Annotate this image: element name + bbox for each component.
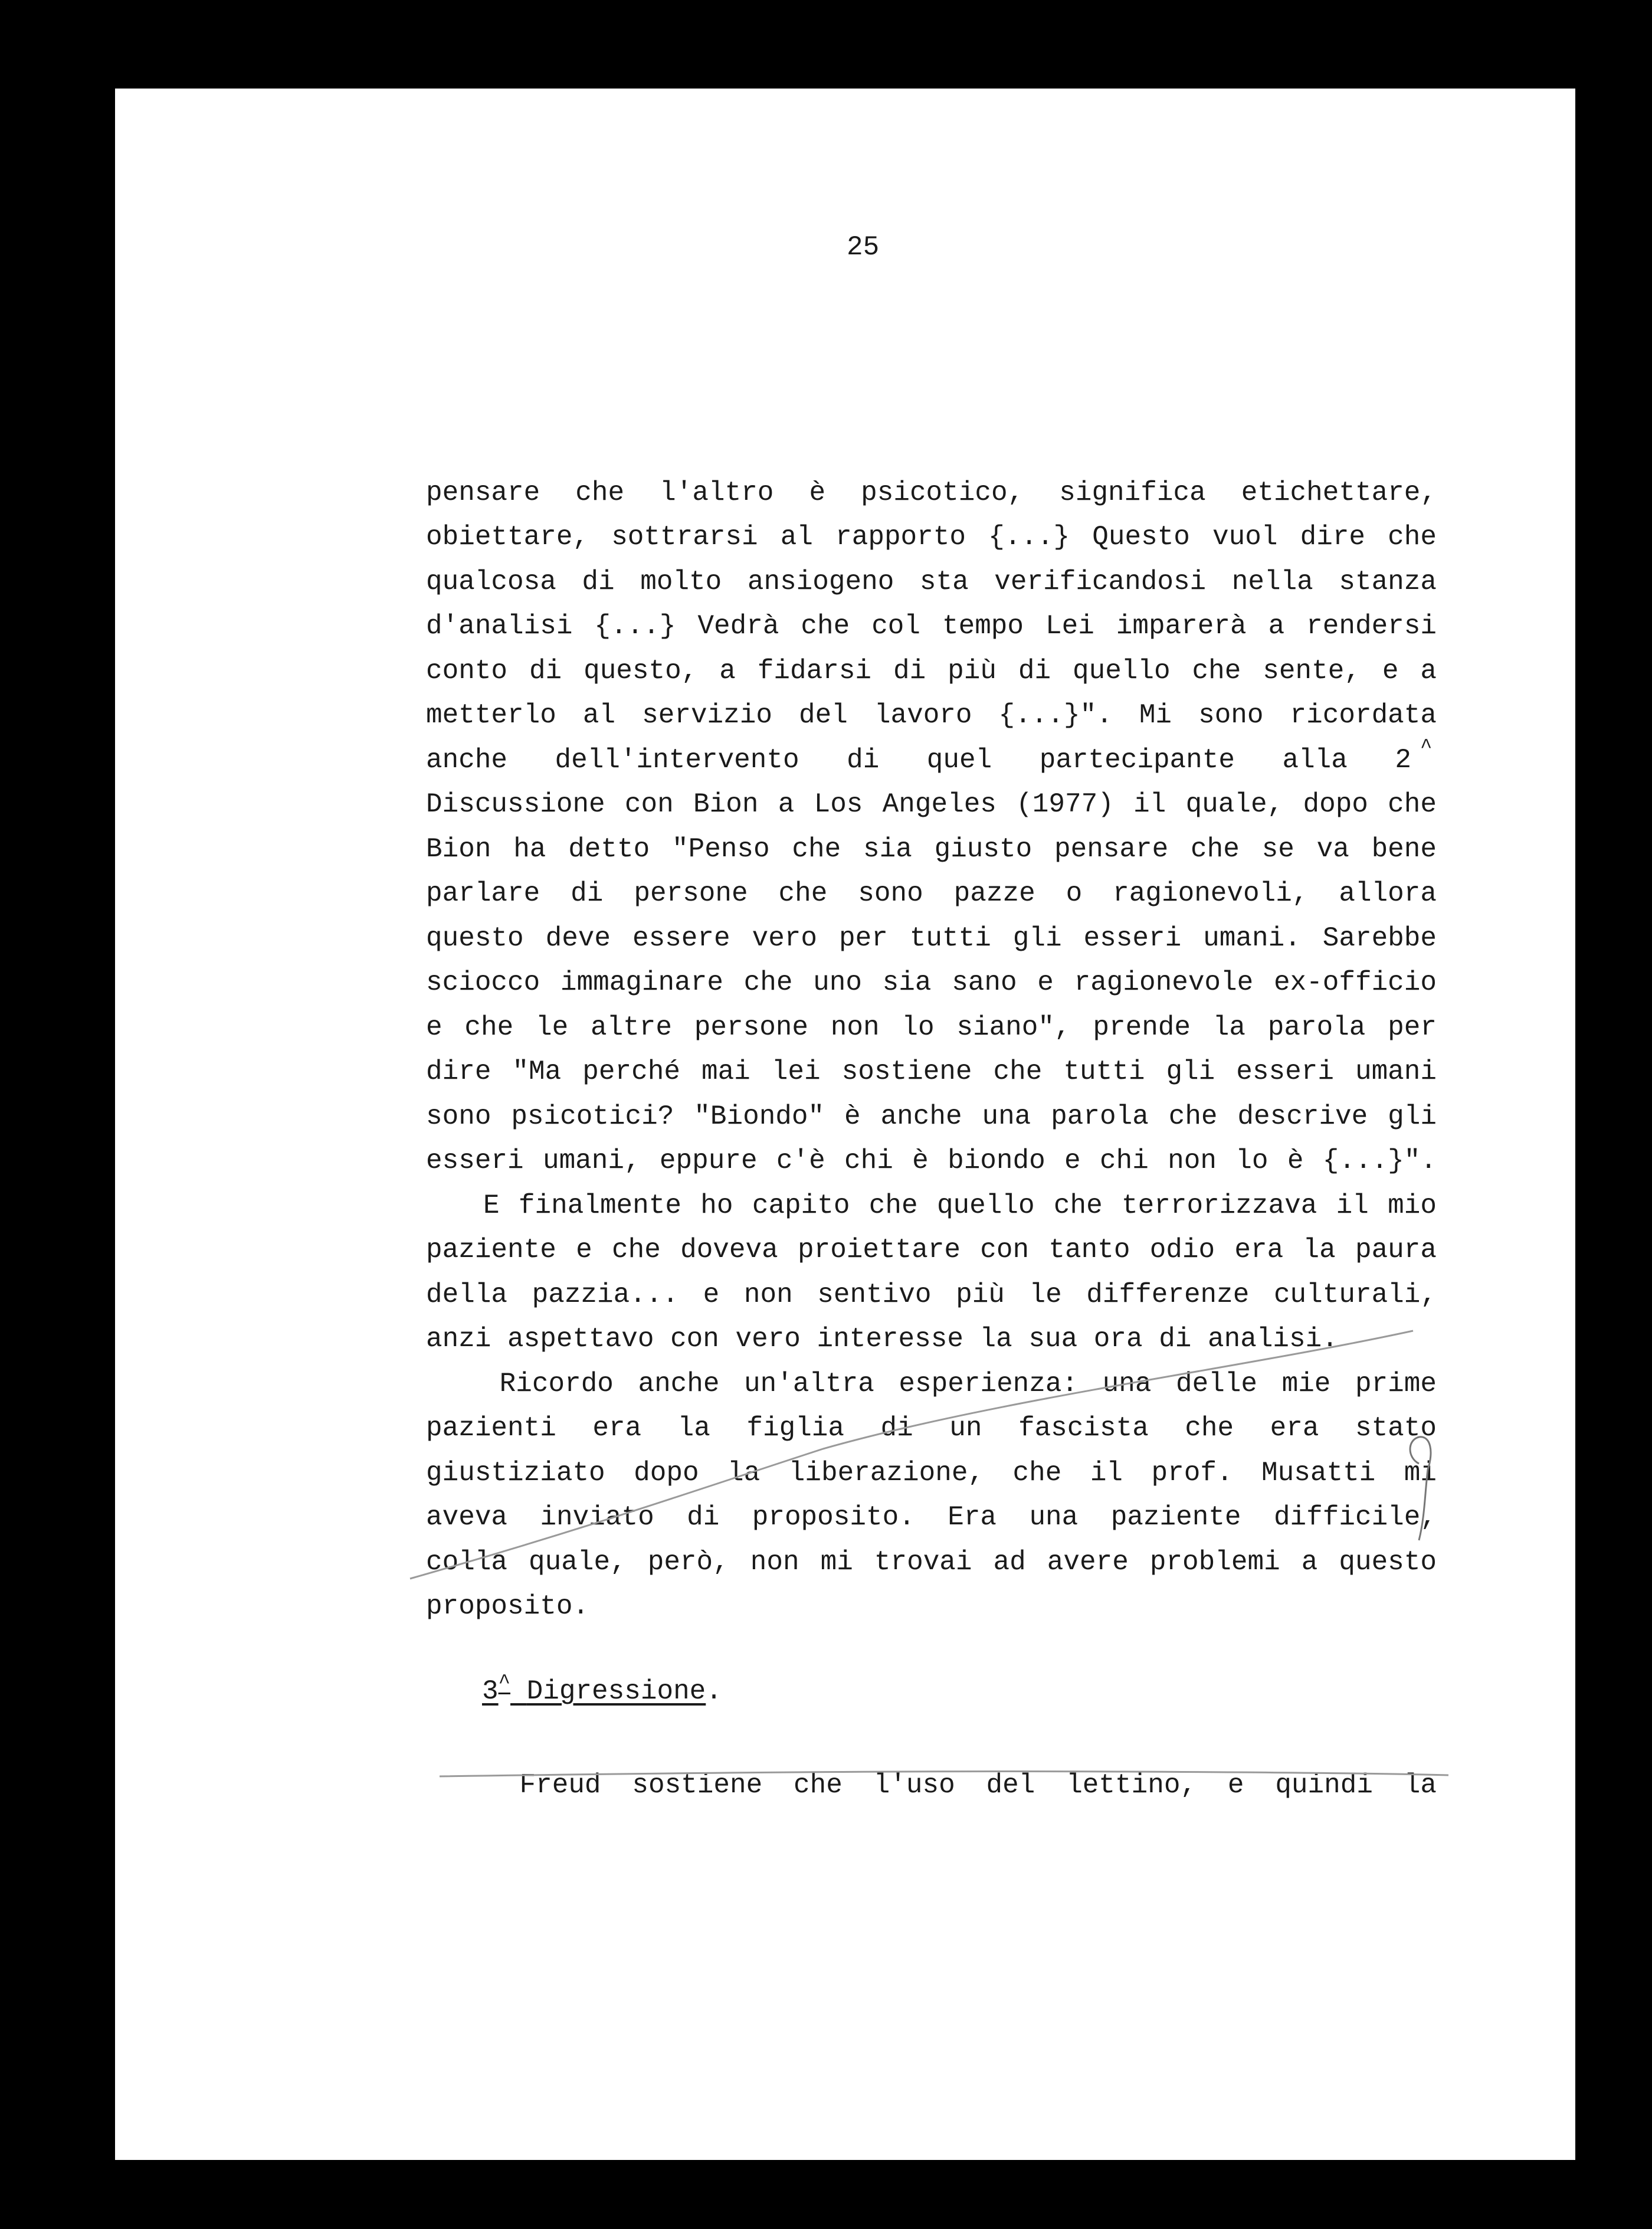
text-line-8: Discussione con Bion a Los Angeles (1977) il quale, dopo che <box>426 789 1437 820</box>
text-line-11: questo deve essere vero per tutti gli esseri umani. Sarebbe <box>426 923 1437 954</box>
heading-period: . <box>706 1676 722 1707</box>
heading-title: Digressione <box>526 1676 706 1707</box>
text-line-6: metterlo al servizio del lavoro {...}". Mi sono ricordata <box>426 700 1437 731</box>
text-line-1: pensare che l'altro è psicotico, significa etichettare, <box>426 477 1437 508</box>
heading-caret: ^ <box>498 1672 511 1694</box>
text-line-final: Freud sostiene che l'uso del lettino, e quindi la <box>426 1770 1437 1801</box>
page-number: 25 <box>847 232 880 263</box>
text-line-2: obiettare, sottrarsi al rapporto {...} Questo vuol dire che <box>426 522 1437 552</box>
section-heading <box>482 1672 722 1707</box>
text-line-17: E finalmente ho capito che quello che terrorizzava il mio <box>426 1190 1437 1221</box>
text-line-12: sciocco immaginare che uno sia sano e ragionevole ex-officio <box>426 967 1437 998</box>
text-line-14: dire "Ma perché mai lei sostiene che tutti gli esseri umani <box>426 1056 1437 1087</box>
superscript-caret: ^ <box>1420 737 1433 759</box>
text-line-21: Ricordo anche un'altra esperienza: una delle mie prime <box>426 1369 1437 1399</box>
document-page <box>115 89 1575 2160</box>
text-line-15: sono psicotici? "Biondo" è anche una parola che descrive gli <box>426 1101 1437 1132</box>
margin-annotation-mark <box>1401 1428 1448 1546</box>
text-line-23: giustiziato dopo la liberazione, che il prof. Musatti mi <box>426 1458 1437 1488</box>
text-line-19: della pazzia... e non sentivo più le differenze culturali, <box>426 1279 1437 1310</box>
text-line-18: paziente e che doveva proiettare con tanto odio era la paura <box>426 1235 1437 1265</box>
heading-spacer <box>510 1676 527 1707</box>
text-line-5: conto di questo, a fidarsi di più di quello che sente, e a <box>426 656 1437 686</box>
text-line-25: colla quale, però, non mi trovai ad avere problemi a questo <box>426 1547 1437 1577</box>
text-line-7-content: anche dell'intervento di quel partecipante alla 2 <box>426 745 1411 775</box>
text-line-13: e che le altre persone non lo siano", prende la parola per <box>426 1012 1437 1043</box>
text-line-10: parlare di persone che sono pazze o ragionevoli, allora <box>426 878 1437 909</box>
text-line-16: esseri umani, eppure c'è chi è biondo e chi non lo è {...}". <box>426 1145 1437 1176</box>
text-line-3: qualcosa di molto ansiogeno sta verificandosi nella stanza <box>426 567 1437 597</box>
text-line-7 <box>426 742 1411 778</box>
text-line-20: anzi aspettavo con vero interesse la sua ora di analisi. <box>426 1324 1338 1354</box>
text-line-22: pazienti era la figlia di un fascista che era stato <box>426 1413 1437 1444</box>
text-line-24: aveva inviato di proposito. Era una paziente difficile, <box>426 1502 1437 1533</box>
text-line-4: d'analisi {...} Vedrà che col tempo Lei imparerà a rendersi <box>426 611 1437 641</box>
text-line-26: proposito. <box>426 1591 589 1622</box>
text-line-9: Bion ha detto "Penso che sia giusto pensare che se va bene <box>426 834 1437 865</box>
heading-number: 3 <box>482 1676 499 1707</box>
